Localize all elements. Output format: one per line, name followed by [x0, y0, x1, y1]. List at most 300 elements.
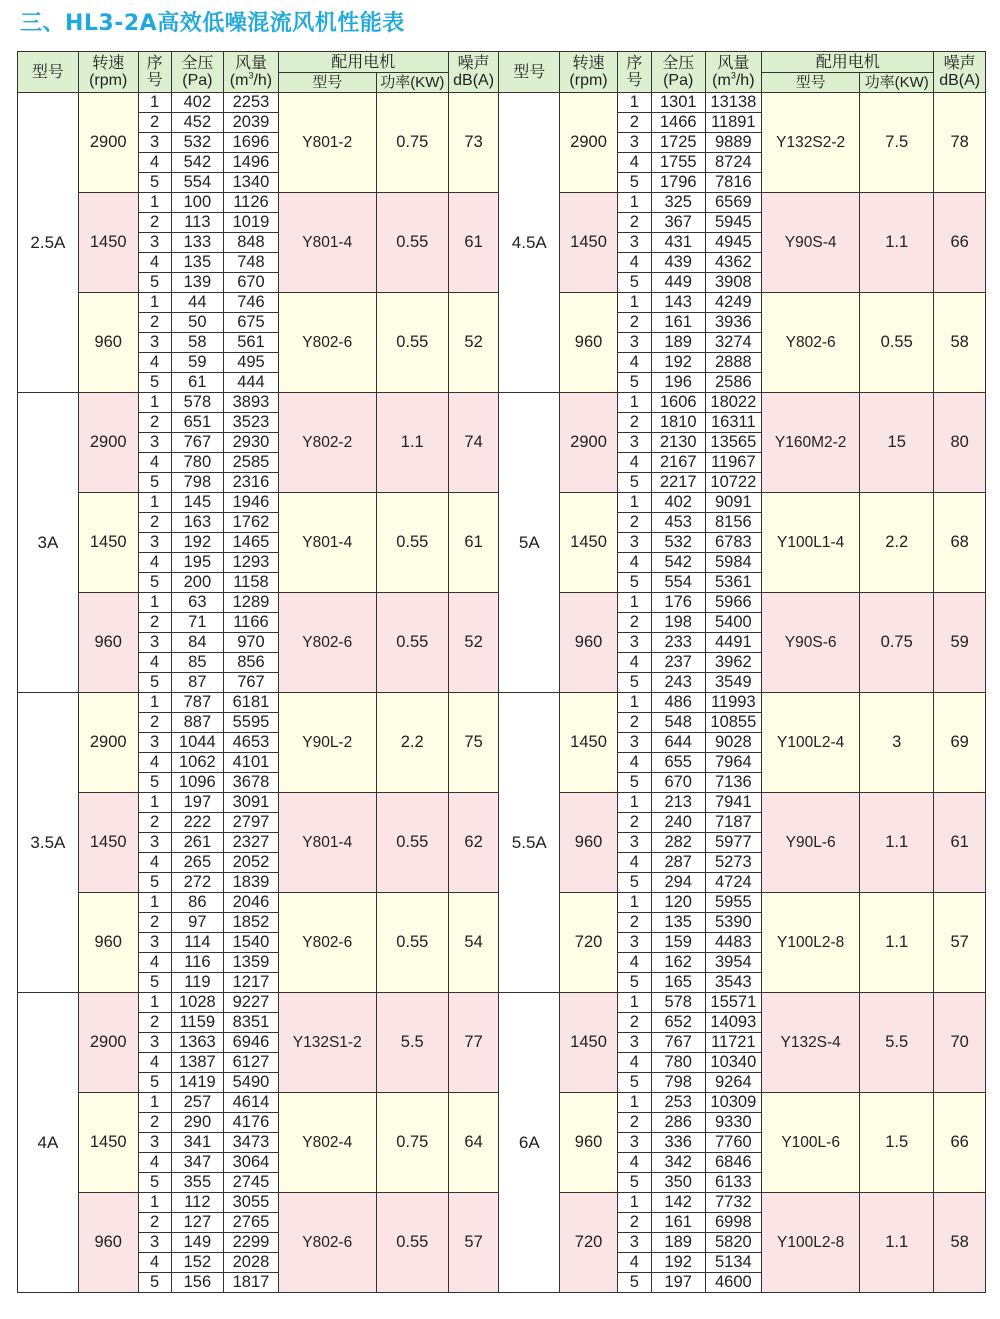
- pressure-cell: 135: [171, 253, 224, 273]
- pressure-cell: 195: [171, 553, 224, 573]
- sequence-cell: 5: [138, 373, 171, 393]
- flow-cell: 3936: [705, 313, 762, 333]
- sequence-cell: 2: [617, 1013, 651, 1033]
- flow-cell: 5955: [705, 893, 762, 913]
- speed-cell: 1450: [560, 693, 618, 793]
- sequence-cell: 5: [617, 1273, 651, 1293]
- flow-cell: 9227: [224, 993, 279, 1013]
- sequence-cell: 4: [138, 753, 171, 773]
- pressure-cell: 1810: [651, 413, 705, 433]
- sequence-cell: 1: [138, 293, 171, 313]
- pressure-cell: 651: [171, 413, 224, 433]
- motor-model-cell: Y100L2-8: [762, 1193, 860, 1293]
- flow-cell: 6946: [224, 1033, 279, 1053]
- sequence-cell: 4: [138, 1253, 171, 1273]
- sequence-cell: 5: [138, 973, 171, 993]
- table-header: [18, 52, 986, 93]
- motor-model-cell: Y801-4: [278, 493, 376, 593]
- pressure-cell: 119: [171, 973, 224, 993]
- flow-cell: 2765: [224, 1213, 279, 1233]
- motor-power-cell: 7.5: [860, 93, 934, 193]
- sequence-cell: 3: [617, 733, 651, 753]
- sequence-cell: 4: [617, 853, 651, 873]
- sequence-cell: 2: [138, 1113, 171, 1133]
- sequence-cell: 3: [617, 233, 651, 253]
- sequence-cell: 1: [617, 693, 651, 713]
- flow-cell: 2253: [224, 93, 279, 113]
- motor-power-cell: 0.55: [376, 193, 448, 293]
- pressure-cell: 198: [651, 613, 705, 633]
- sequence-cell: 3: [617, 1133, 651, 1153]
- sequence-cell: 1: [617, 193, 651, 213]
- pressure-cell: 548: [651, 713, 705, 733]
- flow-cell: 2046: [224, 893, 279, 913]
- flow-cell: 5820: [705, 1233, 762, 1253]
- noise-cell: 57: [448, 1193, 499, 1293]
- pressure-cell: 59: [171, 353, 224, 373]
- flow-cell: 5390: [705, 913, 762, 933]
- sequence-cell: 2: [138, 1013, 171, 1033]
- pressure-cell: 798: [651, 1073, 705, 1093]
- flow-cell: 1293: [224, 553, 279, 573]
- pressure-cell: 486: [651, 693, 705, 713]
- motor-power-cell: 5.5: [860, 993, 934, 1093]
- pressure-cell: 257: [171, 1093, 224, 1113]
- noise-cell: 78: [934, 93, 986, 193]
- sequence-cell: 5: [617, 273, 651, 293]
- pressure-cell: 1466: [651, 113, 705, 133]
- pressure-cell: 290: [171, 1113, 224, 1133]
- pressure-cell: 655: [651, 753, 705, 773]
- noise-cell: 52: [448, 593, 499, 693]
- sequence-cell: 4: [138, 553, 171, 573]
- flow-cell: 10722: [705, 473, 762, 493]
- flow-cell: 1696: [224, 133, 279, 153]
- flow-cell: 10340: [705, 1053, 762, 1073]
- sequence-cell: 1: [138, 493, 171, 513]
- motor-model-cell: Y100L2-8: [762, 893, 860, 993]
- flow-cell: 13565: [705, 433, 762, 453]
- flow-cell: 495: [224, 353, 279, 373]
- speed-cell: 960: [78, 593, 138, 693]
- noise-cell: 64: [448, 1093, 499, 1193]
- flow-cell: 6998: [705, 1213, 762, 1233]
- motor-power-cell: 0.55: [860, 293, 934, 393]
- speed-cell: 1450: [560, 993, 618, 1093]
- pressure-cell: 87: [171, 673, 224, 693]
- flow-cell: 3473: [224, 1133, 279, 1153]
- flow-cell: 4101: [224, 753, 279, 773]
- performance-table: [17, 51, 986, 1293]
- flow-cell: 14093: [705, 1013, 762, 1033]
- flow-cell: 7187: [705, 813, 762, 833]
- flow-cell: 4600: [705, 1273, 762, 1293]
- sequence-cell: 2: [617, 813, 651, 833]
- pressure-cell: 1419: [171, 1073, 224, 1093]
- pressure-cell: 1301: [651, 93, 705, 113]
- pressure-cell: 165: [651, 973, 705, 993]
- flow-cell: 1019: [224, 213, 279, 233]
- noise-cell: 75: [448, 693, 499, 793]
- flow-cell: 8724: [705, 153, 762, 173]
- sequence-cell: 3: [138, 333, 171, 353]
- flow-cell: 5490: [224, 1073, 279, 1093]
- flow-cell: 3549: [705, 673, 762, 693]
- sequence-cell: 3: [138, 433, 171, 453]
- flow-cell: 7732: [705, 1193, 762, 1213]
- sequence-cell: 3: [617, 533, 651, 553]
- flow-cell: 5966: [705, 593, 762, 613]
- header-model: 型号: [499, 52, 560, 93]
- header-motor-power: 功率(KW): [376, 73, 448, 93]
- pressure-cell: 294: [651, 873, 705, 893]
- flow-cell: 4249: [705, 293, 762, 313]
- flow-cell: 9028: [705, 733, 762, 753]
- sequence-cell: 2: [617, 613, 651, 633]
- flow-cell: 3543: [705, 973, 762, 993]
- pressure-cell: 133: [171, 233, 224, 253]
- motor-power-cell: 2.2: [376, 693, 448, 793]
- pressure-cell: 149: [171, 1233, 224, 1253]
- pressure-cell: 554: [171, 173, 224, 193]
- pressure-cell: 114: [171, 933, 224, 953]
- sequence-cell: 1: [138, 393, 171, 413]
- sequence-cell: 5: [138, 173, 171, 193]
- pressure-cell: 342: [651, 1153, 705, 1173]
- motor-power-cell: 1.5: [860, 1093, 934, 1193]
- flow-cell: 4176: [224, 1113, 279, 1133]
- sequence-cell: 4: [138, 253, 171, 273]
- pressure-cell: 197: [651, 1273, 705, 1293]
- motor-model-cell: Y802-6: [278, 893, 376, 993]
- motor-power-cell: 3: [860, 693, 934, 793]
- pressure-cell: 542: [171, 153, 224, 173]
- motor-model-cell: Y160M2-2: [762, 393, 860, 493]
- flow-cell: 5134: [705, 1253, 762, 1273]
- pressure-cell: 887: [171, 713, 224, 733]
- flow-cell: 7964: [705, 753, 762, 773]
- flow-cell: 6127: [224, 1053, 279, 1073]
- flow-cell: 8156: [705, 513, 762, 533]
- pressure-cell: 196: [651, 373, 705, 393]
- flow-cell: 2052: [224, 853, 279, 873]
- pressure-cell: 452: [171, 113, 224, 133]
- header-seq: 序 号: [617, 52, 651, 93]
- header-pressure: 全压 (Pa): [651, 52, 705, 93]
- sequence-cell: 4: [617, 353, 651, 373]
- pressure-cell: 84: [171, 633, 224, 653]
- header-flow: 风量 $(m^3/h)$: [705, 52, 762, 93]
- sequence-cell: 4: [617, 553, 651, 573]
- sequence-cell: 2: [617, 413, 651, 433]
- sequence-cell: 4: [617, 153, 651, 173]
- speed-cell: 1450: [560, 493, 618, 593]
- motor-model-cell: Y132S1-2: [278, 993, 376, 1093]
- flow-cell: 4653: [224, 733, 279, 753]
- fan-model-cell: 5.5A: [499, 693, 560, 993]
- table-row: [18, 693, 986, 713]
- motor-model-cell: Y801-2: [278, 93, 376, 193]
- flow-cell: 1465: [224, 533, 279, 553]
- pressure-cell: 127: [171, 1213, 224, 1233]
- pressure-cell: 287: [651, 853, 705, 873]
- header-speed: 转速 (rpm): [78, 52, 138, 93]
- pressure-cell: 142: [651, 1193, 705, 1213]
- motor-model-cell: Y802-6: [762, 293, 860, 393]
- flow-cell: 670: [224, 273, 279, 293]
- noise-cell: 66: [934, 1093, 986, 1193]
- flow-cell: 2797: [224, 813, 279, 833]
- sequence-cell: 4: [138, 453, 171, 473]
- sequence-cell: 1: [617, 593, 651, 613]
- noise-cell: 61: [448, 193, 499, 293]
- speed-cell: 960: [560, 293, 618, 393]
- motor-power-cell: 1.1: [860, 193, 934, 293]
- pressure-cell: 532: [651, 533, 705, 553]
- sequence-cell: 3: [138, 1033, 171, 1053]
- sequence-cell: 2: [617, 713, 651, 733]
- flow-cell: 3064: [224, 1153, 279, 1173]
- speed-cell: 2900: [78, 393, 138, 493]
- pressure-cell: 86: [171, 893, 224, 913]
- flow-cell: 7816: [705, 173, 762, 193]
- pressure-cell: 325: [651, 193, 705, 213]
- pressure-cell: 542: [651, 553, 705, 573]
- pressure-cell: 767: [651, 1033, 705, 1053]
- speed-cell: 720: [560, 893, 618, 993]
- motor-power-cell: 1.1: [860, 1193, 934, 1293]
- motor-model-cell: Y801-4: [278, 793, 376, 893]
- noise-cell: 61: [448, 493, 499, 593]
- flow-cell: 2585: [224, 453, 279, 473]
- pressure-cell: 787: [171, 693, 224, 713]
- pressure-cell: 1387: [171, 1053, 224, 1073]
- flow-cell: 16311: [705, 413, 762, 433]
- sequence-cell: 4: [617, 953, 651, 973]
- motor-model-cell: Y802-2: [278, 393, 376, 493]
- sequence-cell: 2: [138, 913, 171, 933]
- speed-cell: 960: [78, 1193, 138, 1293]
- speed-cell: 2900: [78, 93, 138, 193]
- sequence-cell: 2: [617, 213, 651, 233]
- pressure-cell: 192: [651, 1253, 705, 1273]
- flow-cell: 5273: [705, 853, 762, 873]
- pressure-cell: 282: [651, 833, 705, 853]
- motor-power-cell: 2.2: [860, 493, 934, 593]
- flow-cell: 1496: [224, 153, 279, 173]
- sequence-cell: 3: [617, 933, 651, 953]
- flow-cell: 1839: [224, 873, 279, 893]
- pressure-cell: 1028: [171, 993, 224, 1013]
- pressure-cell: 159: [651, 933, 705, 953]
- speed-cell: 1450: [78, 1093, 138, 1193]
- noise-cell: 52: [448, 293, 499, 393]
- pressure-cell: 578: [651, 993, 705, 1013]
- flow-cell: 767: [224, 673, 279, 693]
- pressure-cell: 222: [171, 813, 224, 833]
- fan-model-cell: 3.5A: [18, 693, 79, 993]
- flow-cell: 1289: [224, 593, 279, 613]
- sequence-cell: 1: [617, 893, 651, 913]
- pressure-cell: 780: [171, 453, 224, 473]
- flow-cell: 3678: [224, 773, 279, 793]
- flow-cell: 4614: [224, 1093, 279, 1113]
- motor-power-cell: 5.5: [376, 993, 448, 1093]
- flow-cell: 11891: [705, 113, 762, 133]
- sequence-cell: 1: [138, 693, 171, 713]
- pressure-cell: 402: [171, 93, 224, 113]
- motor-model-cell: Y802-6: [278, 293, 376, 393]
- sequence-cell: 3: [617, 133, 651, 153]
- sequence-cell: 1: [617, 993, 651, 1013]
- pressure-cell: 243: [651, 673, 705, 693]
- sequence-cell: 4: [138, 653, 171, 673]
- pressure-cell: 163: [171, 513, 224, 533]
- pressure-cell: 355: [171, 1173, 224, 1193]
- fan-model-cell: 6A: [499, 993, 560, 1293]
- sequence-cell: 2: [138, 213, 171, 233]
- flow-cell: 6181: [224, 693, 279, 713]
- table-row: [18, 993, 986, 1013]
- sequence-cell: 5: [138, 273, 171, 293]
- flow-cell: 1817: [224, 1273, 279, 1293]
- flow-cell: 4362: [705, 253, 762, 273]
- speed-cell: 960: [560, 1093, 618, 1193]
- motor-power-cell: 0.55: [376, 893, 448, 993]
- sequence-cell: 2: [617, 113, 651, 133]
- pressure-cell: 1606: [651, 393, 705, 413]
- flow-cell: 13138: [705, 93, 762, 113]
- sequence-cell: 4: [617, 1153, 651, 1173]
- sequence-cell: 3: [138, 533, 171, 553]
- flow-cell: 15571: [705, 993, 762, 1013]
- motor-model-cell: Y132S2-2: [762, 93, 860, 193]
- pressure-cell: 644: [651, 733, 705, 753]
- pressure-cell: 670: [651, 773, 705, 793]
- flow-cell: 11967: [705, 453, 762, 473]
- flow-cell: 8351: [224, 1013, 279, 1033]
- flow-cell: 6783: [705, 533, 762, 553]
- flow-cell: 6569: [705, 193, 762, 213]
- motor-power-cell: 1.1: [376, 393, 448, 493]
- flow-cell: 10855: [705, 713, 762, 733]
- speed-cell: 2900: [560, 93, 618, 193]
- sequence-cell: 1: [138, 93, 171, 113]
- sequence-cell: 1: [138, 1193, 171, 1213]
- pressure-cell: 237: [651, 653, 705, 673]
- sequence-cell: 2: [138, 813, 171, 833]
- speed-cell: 2900: [560, 393, 618, 493]
- sequence-cell: 4: [617, 653, 651, 673]
- sequence-cell: 3: [617, 333, 651, 353]
- sequence-cell: 1: [617, 1093, 651, 1113]
- pressure-cell: 578: [171, 393, 224, 413]
- flow-cell: 5361: [705, 573, 762, 593]
- sequence-cell: 5: [138, 1073, 171, 1093]
- sequence-cell: 1: [138, 793, 171, 813]
- sequence-cell: 1: [617, 293, 651, 313]
- pressure-cell: 367: [651, 213, 705, 233]
- flow-cell: 18022: [705, 393, 762, 413]
- sequence-cell: 3: [138, 833, 171, 853]
- pressure-cell: 161: [651, 1213, 705, 1233]
- sequence-cell: 2: [617, 913, 651, 933]
- flow-cell: 748: [224, 253, 279, 273]
- flow-cell: 3962: [705, 653, 762, 673]
- page-title: 三、HL3-2A高效低噪混流风机性能表: [20, 11, 405, 36]
- pressure-cell: 402: [651, 493, 705, 513]
- motor-model-cell: Y90S-4: [762, 193, 860, 293]
- noise-cell: 68: [934, 493, 986, 593]
- sequence-cell: 4: [617, 1253, 651, 1273]
- sequence-cell: 4: [138, 153, 171, 173]
- noise-cell: 62: [448, 793, 499, 893]
- motor-model-cell: Y802-6: [278, 1193, 376, 1293]
- pressure-cell: 113: [171, 213, 224, 233]
- flow-cell: 6846: [705, 1153, 762, 1173]
- sequence-cell: 4: [138, 853, 171, 873]
- pressure-cell: 336: [651, 1133, 705, 1153]
- noise-cell: 57: [934, 893, 986, 993]
- sequence-cell: 3: [138, 1133, 171, 1153]
- pressure-cell: 139: [171, 273, 224, 293]
- flow-cell: 3055: [224, 1193, 279, 1213]
- noise-cell: 58: [934, 293, 986, 393]
- header-noise: 噪声 dB(A): [934, 52, 986, 93]
- sequence-cell: 1: [617, 793, 651, 813]
- flow-cell: 2745: [224, 1173, 279, 1193]
- pressure-cell: 554: [651, 573, 705, 593]
- pressure-cell: 200: [171, 573, 224, 593]
- flow-cell: 1158: [224, 573, 279, 593]
- pressure-cell: 189: [651, 1233, 705, 1253]
- motor-power-cell: 0.55: [376, 1193, 448, 1293]
- pressure-cell: 1159: [171, 1013, 224, 1033]
- sequence-cell: 4: [138, 1153, 171, 1173]
- sequence-cell: 1: [617, 493, 651, 513]
- motor-power-cell: 0.75: [376, 1093, 448, 1193]
- speed-cell: 960: [78, 293, 138, 393]
- sequence-cell: 5: [138, 573, 171, 593]
- sequence-cell: 1: [138, 993, 171, 1013]
- sequence-cell: 1: [138, 893, 171, 913]
- pressure-cell: 213: [651, 793, 705, 813]
- flow-cell: 1166: [224, 613, 279, 633]
- sequence-cell: 2: [617, 513, 651, 533]
- pressure-cell: 2217: [651, 473, 705, 493]
- flow-cell: 444: [224, 373, 279, 393]
- noise-cell: 58: [934, 1193, 986, 1293]
- noise-cell: 66: [934, 193, 986, 293]
- sequence-cell: 5: [138, 1173, 171, 1193]
- header-pressure: 全压 (Pa): [171, 52, 224, 93]
- flow-cell: 5400: [705, 613, 762, 633]
- flow-cell: 2028: [224, 1253, 279, 1273]
- sequence-cell: 3: [617, 433, 651, 453]
- header-flow: 风量 $(m^3/h)$: [224, 52, 279, 93]
- pressure-cell: 240: [651, 813, 705, 833]
- flow-cell: 1340: [224, 173, 279, 193]
- flow-cell: 3274: [705, 333, 762, 353]
- noise-cell: 61: [934, 793, 986, 893]
- pressure-cell: 97: [171, 913, 224, 933]
- sequence-cell: 5: [138, 673, 171, 693]
- noise-cell: 59: [934, 593, 986, 693]
- flow-cell: 675: [224, 313, 279, 333]
- sequence-cell: 5: [138, 1273, 171, 1293]
- sequence-cell: 3: [617, 1233, 651, 1253]
- motor-model-cell: Y90L-6: [762, 793, 860, 893]
